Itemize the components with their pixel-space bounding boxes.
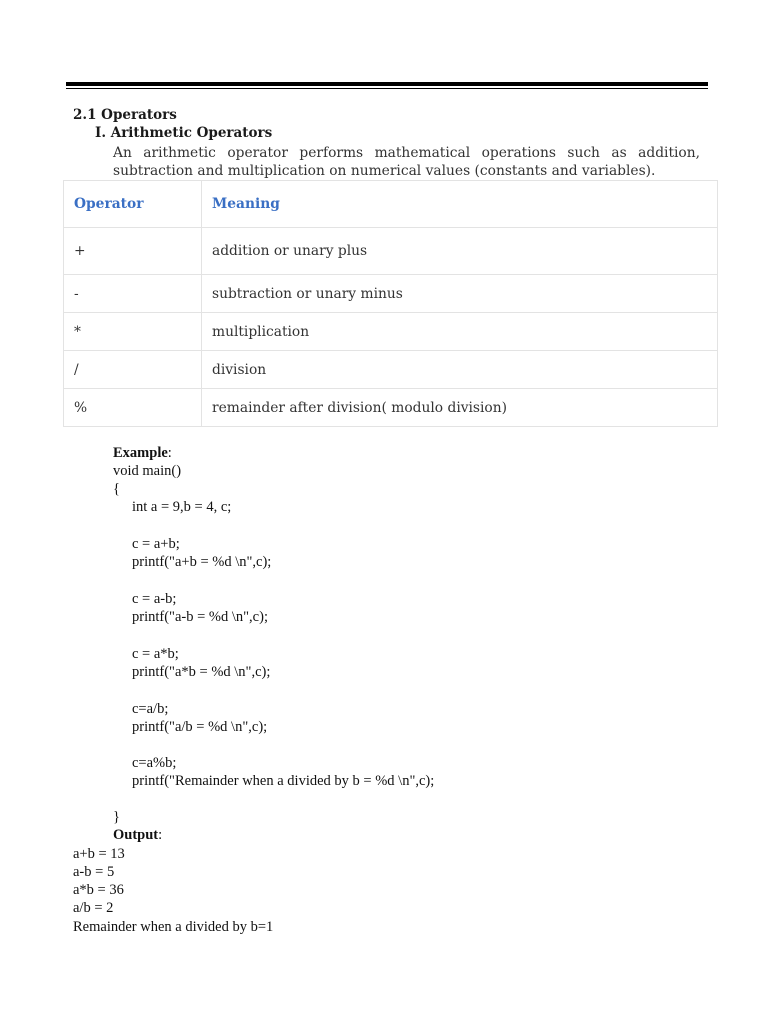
- code-line: {: [113, 481, 120, 497]
- operator-cell: *: [64, 313, 202, 351]
- meaning-cell: division: [202, 351, 718, 389]
- operator-cell: +: [64, 228, 202, 275]
- table-row: [64, 275, 718, 313]
- meaning-cell: remainder after division( modulo division): [202, 389, 718, 427]
- example-label: Example: [113, 445, 168, 461]
- code-line: c = a*b;: [132, 646, 179, 662]
- operator-cell: -: [64, 275, 202, 313]
- code-line: c=a%b;: [132, 755, 177, 771]
- operators-table: [63, 180, 718, 427]
- header-operator: Operator: [64, 181, 202, 228]
- code-line: void main(): [113, 463, 182, 479]
- output-line: a+b = 13: [73, 846, 125, 862]
- meaning-cell: addition or unary plus: [202, 228, 718, 275]
- output-label: Output: [113, 827, 159, 843]
- intro-paragraph: [113, 144, 700, 180]
- intro-line-2: subtraction and multiplication on numerical values (constants and variables).: [113, 163, 656, 179]
- header-meaning: Meaning: [202, 181, 718, 228]
- code-line: c = a+b;: [132, 536, 180, 552]
- table-row: [64, 228, 718, 275]
- output-line: a/b = 2: [73, 900, 114, 916]
- meaning-cell: multiplication: [202, 313, 718, 351]
- code-line: c=a/b;: [132, 701, 169, 717]
- section-heading: 2.1 Operators: [73, 107, 177, 123]
- output-line: Remainder when a divided by b=1: [73, 919, 274, 935]
- intro-line-1: An arithmetic operator performs mathematical operations such as addition,: [113, 145, 700, 161]
- code-line: }: [113, 809, 120, 825]
- output-line: a-b = 5: [73, 864, 115, 880]
- code-line: printf("a+b = %d \n",c);: [132, 554, 272, 570]
- output-label-line: Output:: [113, 827, 163, 843]
- operator-cell: /: [64, 351, 202, 389]
- table-row: [64, 389, 718, 427]
- table-row: [64, 351, 718, 389]
- operator-cell: %: [64, 389, 202, 427]
- table-row: [64, 313, 718, 351]
- table-header-row: [64, 181, 718, 228]
- subsection-heading: I. Arithmetic Operators: [95, 125, 273, 141]
- code-line: printf("a*b = %d \n",c);: [132, 664, 271, 680]
- code-line: printf("a-b = %d \n",c);: [132, 609, 268, 625]
- code-line: int a = 9,b = 4, c;: [132, 499, 232, 515]
- example-label-line: Example:: [113, 445, 172, 461]
- code-line: printf("a/b = %d \n",c);: [132, 719, 268, 735]
- meaning-cell: subtraction or unary minus: [202, 275, 718, 313]
- code-line: c = a-b;: [132, 591, 177, 607]
- code-line: printf("Remainder when a divided by b = %d \n",c);: [132, 773, 435, 789]
- header-rule-thin: [66, 88, 708, 89]
- output-line: a*b = 36: [73, 882, 124, 898]
- header-rule-thick: [66, 82, 708, 86]
